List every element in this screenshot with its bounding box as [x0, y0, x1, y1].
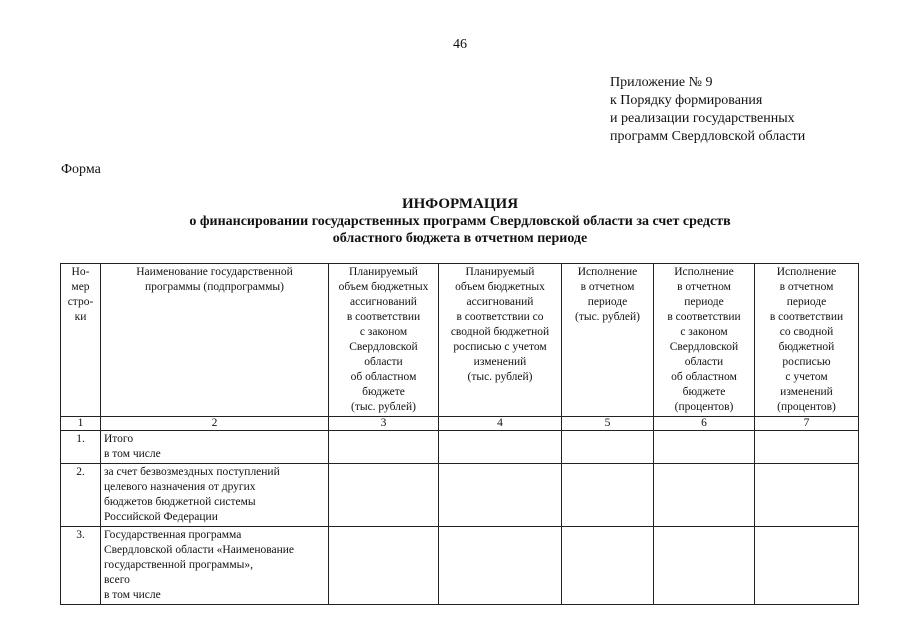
column-number: 6 — [654, 417, 755, 431]
cell-text-line: Исполнение — [577, 266, 638, 278]
cell-text-line: Государственная программа — [104, 529, 242, 541]
cell-text-line: (процентов) — [777, 401, 836, 413]
cell-text-line: изменений — [780, 386, 833, 398]
data-cell — [654, 431, 755, 464]
data-cell — [562, 527, 654, 605]
data-cell — [654, 527, 755, 605]
title-line: о финансировании государственных программ Свердловской области за счет средств — [189, 214, 731, 229]
cell-text-line: с законом — [680, 326, 728, 338]
cell-text-line: за счет безвозмездных поступлений — [104, 466, 280, 478]
data-cell — [329, 527, 439, 605]
header-execution-pct-schedule — [755, 264, 859, 417]
row-number: 2. — [61, 464, 101, 527]
table-row — [61, 527, 859, 605]
column-number: 7 — [755, 417, 859, 431]
appendix-line: Приложение № 9 — [610, 75, 713, 90]
cell-text-line: области — [364, 356, 403, 368]
page-number: 46 — [453, 37, 467, 52]
appendix-line: к Порядку формирования — [610, 93, 763, 108]
data-cell — [562, 464, 654, 527]
title-line: областного бюджета в отчетном периоде — [332, 231, 588, 246]
cell-text-line: росписью — [782, 356, 831, 368]
column-number: 1 — [61, 417, 101, 431]
header-planned-by-law — [329, 264, 439, 417]
cell-text-line: Планируемый — [349, 266, 418, 278]
data-cell — [439, 527, 562, 605]
cell-text-line: мер — [71, 281, 90, 293]
cell-text-line: ассигнований — [466, 296, 534, 308]
cell-text-line: Исполнение — [674, 266, 734, 278]
cell-text-line: объем бюджетных — [338, 281, 429, 293]
table-row — [61, 464, 859, 527]
data-cell — [562, 431, 654, 464]
column-number: 4 — [439, 417, 562, 431]
cell-text-line: изменений — [473, 356, 527, 368]
title-main: ИНФОРМАЦИЯ — [401, 196, 519, 212]
cell-text-line: в соответствии — [667, 311, 741, 323]
cell-text-line: бюджетной — [778, 341, 835, 353]
cell-text-line: Свердловской — [669, 341, 739, 353]
cell-text-line: целевого назначения от других — [104, 481, 256, 493]
header-execution — [562, 264, 654, 417]
cell-text-line: Исполнение — [776, 266, 837, 278]
data-cell — [439, 431, 562, 464]
cell-text-line: росписью с учетом — [453, 341, 547, 353]
cell-text-line: Но- — [71, 266, 90, 278]
cell-text-line: государственной программы», — [104, 559, 253, 571]
cell-text-line: всего — [104, 574, 130, 586]
cell-text-line: Планируемый — [465, 266, 535, 278]
cell-text-line: бюджете — [362, 386, 405, 398]
cell-text-line: Итого — [104, 433, 134, 445]
cell-text-line: в отчетном — [677, 281, 731, 293]
cell-text-line: ки — [74, 311, 87, 323]
column-number: 3 — [329, 417, 439, 431]
cell-text-line: (тыс. рублей) — [574, 311, 641, 323]
cell-text-line: периоде — [587, 296, 628, 308]
cell-text-line: в соответствии со — [456, 311, 544, 323]
data-cell — [329, 431, 439, 464]
header-row-number — [61, 264, 101, 417]
appendix-line: и реализации государственных — [610, 111, 795, 126]
cell-text-line: Наименование государственной — [136, 266, 293, 278]
row-name — [101, 464, 329, 527]
row-number: 3. — [61, 527, 101, 605]
header-execution-pct-law — [654, 264, 755, 417]
cell-text-line: периоде — [684, 296, 724, 308]
data-cell — [755, 527, 859, 605]
cell-text-line: Свердловской — [349, 341, 418, 353]
cell-text-line: в том числе — [104, 589, 161, 601]
cell-text-line: об областном — [350, 371, 417, 383]
document-title — [60, 196, 860, 247]
cell-text-line: области — [684, 356, 724, 368]
data-cell — [439, 464, 562, 527]
cell-text-line: в соответствии — [346, 311, 421, 323]
data-cell — [755, 464, 859, 527]
cell-text-line: об областном — [671, 371, 737, 383]
header-planned-by-schedule — [439, 264, 562, 417]
data-cell — [329, 464, 439, 527]
cell-text-line: в соответствии — [769, 311, 844, 323]
cell-text-line: Свердловской области «Наименование — [104, 544, 295, 556]
header-row — [61, 264, 859, 417]
cell-text-line: бюджете — [682, 386, 726, 398]
cell-text-line: со сводной — [779, 326, 834, 338]
cell-text-line: в отчетном — [779, 281, 834, 293]
data-cell — [755, 431, 859, 464]
cell-text-line: Российской Федерации — [104, 511, 218, 523]
form-label: Форма — [61, 162, 101, 177]
row-name — [101, 527, 329, 605]
cell-text-line: с учетом — [785, 371, 828, 383]
column-number: 2 — [101, 417, 329, 431]
row-number: 1. — [61, 431, 101, 464]
cell-text-line: периоде — [786, 296, 827, 308]
financing-table — [60, 263, 859, 605]
cell-text-line: в том числе — [104, 448, 161, 460]
cell-text-line: стро- — [67, 296, 94, 308]
data-cell — [654, 464, 755, 527]
column-number-row — [61, 417, 859, 431]
cell-text-line: ассигнований — [350, 296, 417, 308]
cell-text-line: (тыс. рублей) — [350, 401, 417, 413]
appendix-line: программ Свердловской области — [610, 129, 806, 144]
cell-text-line: сводной бюджетной — [450, 326, 550, 338]
header-program-name — [101, 264, 329, 417]
cell-text-line: с законом — [359, 326, 408, 338]
row-name — [101, 431, 329, 464]
cell-text-line: (процентов) — [674, 401, 734, 413]
cell-text-line: бюджетов бюджетной системы — [104, 496, 256, 508]
cell-text-line: (тыс. рублей) — [467, 371, 533, 383]
cell-text-line: программы (подпрограммы) — [145, 281, 284, 293]
appendix-note — [610, 74, 805, 146]
table-row — [61, 431, 859, 464]
cell-text-line: объем бюджетных — [455, 281, 545, 293]
column-number: 5 — [562, 417, 654, 431]
cell-text-line: в отчетном — [580, 281, 635, 293]
